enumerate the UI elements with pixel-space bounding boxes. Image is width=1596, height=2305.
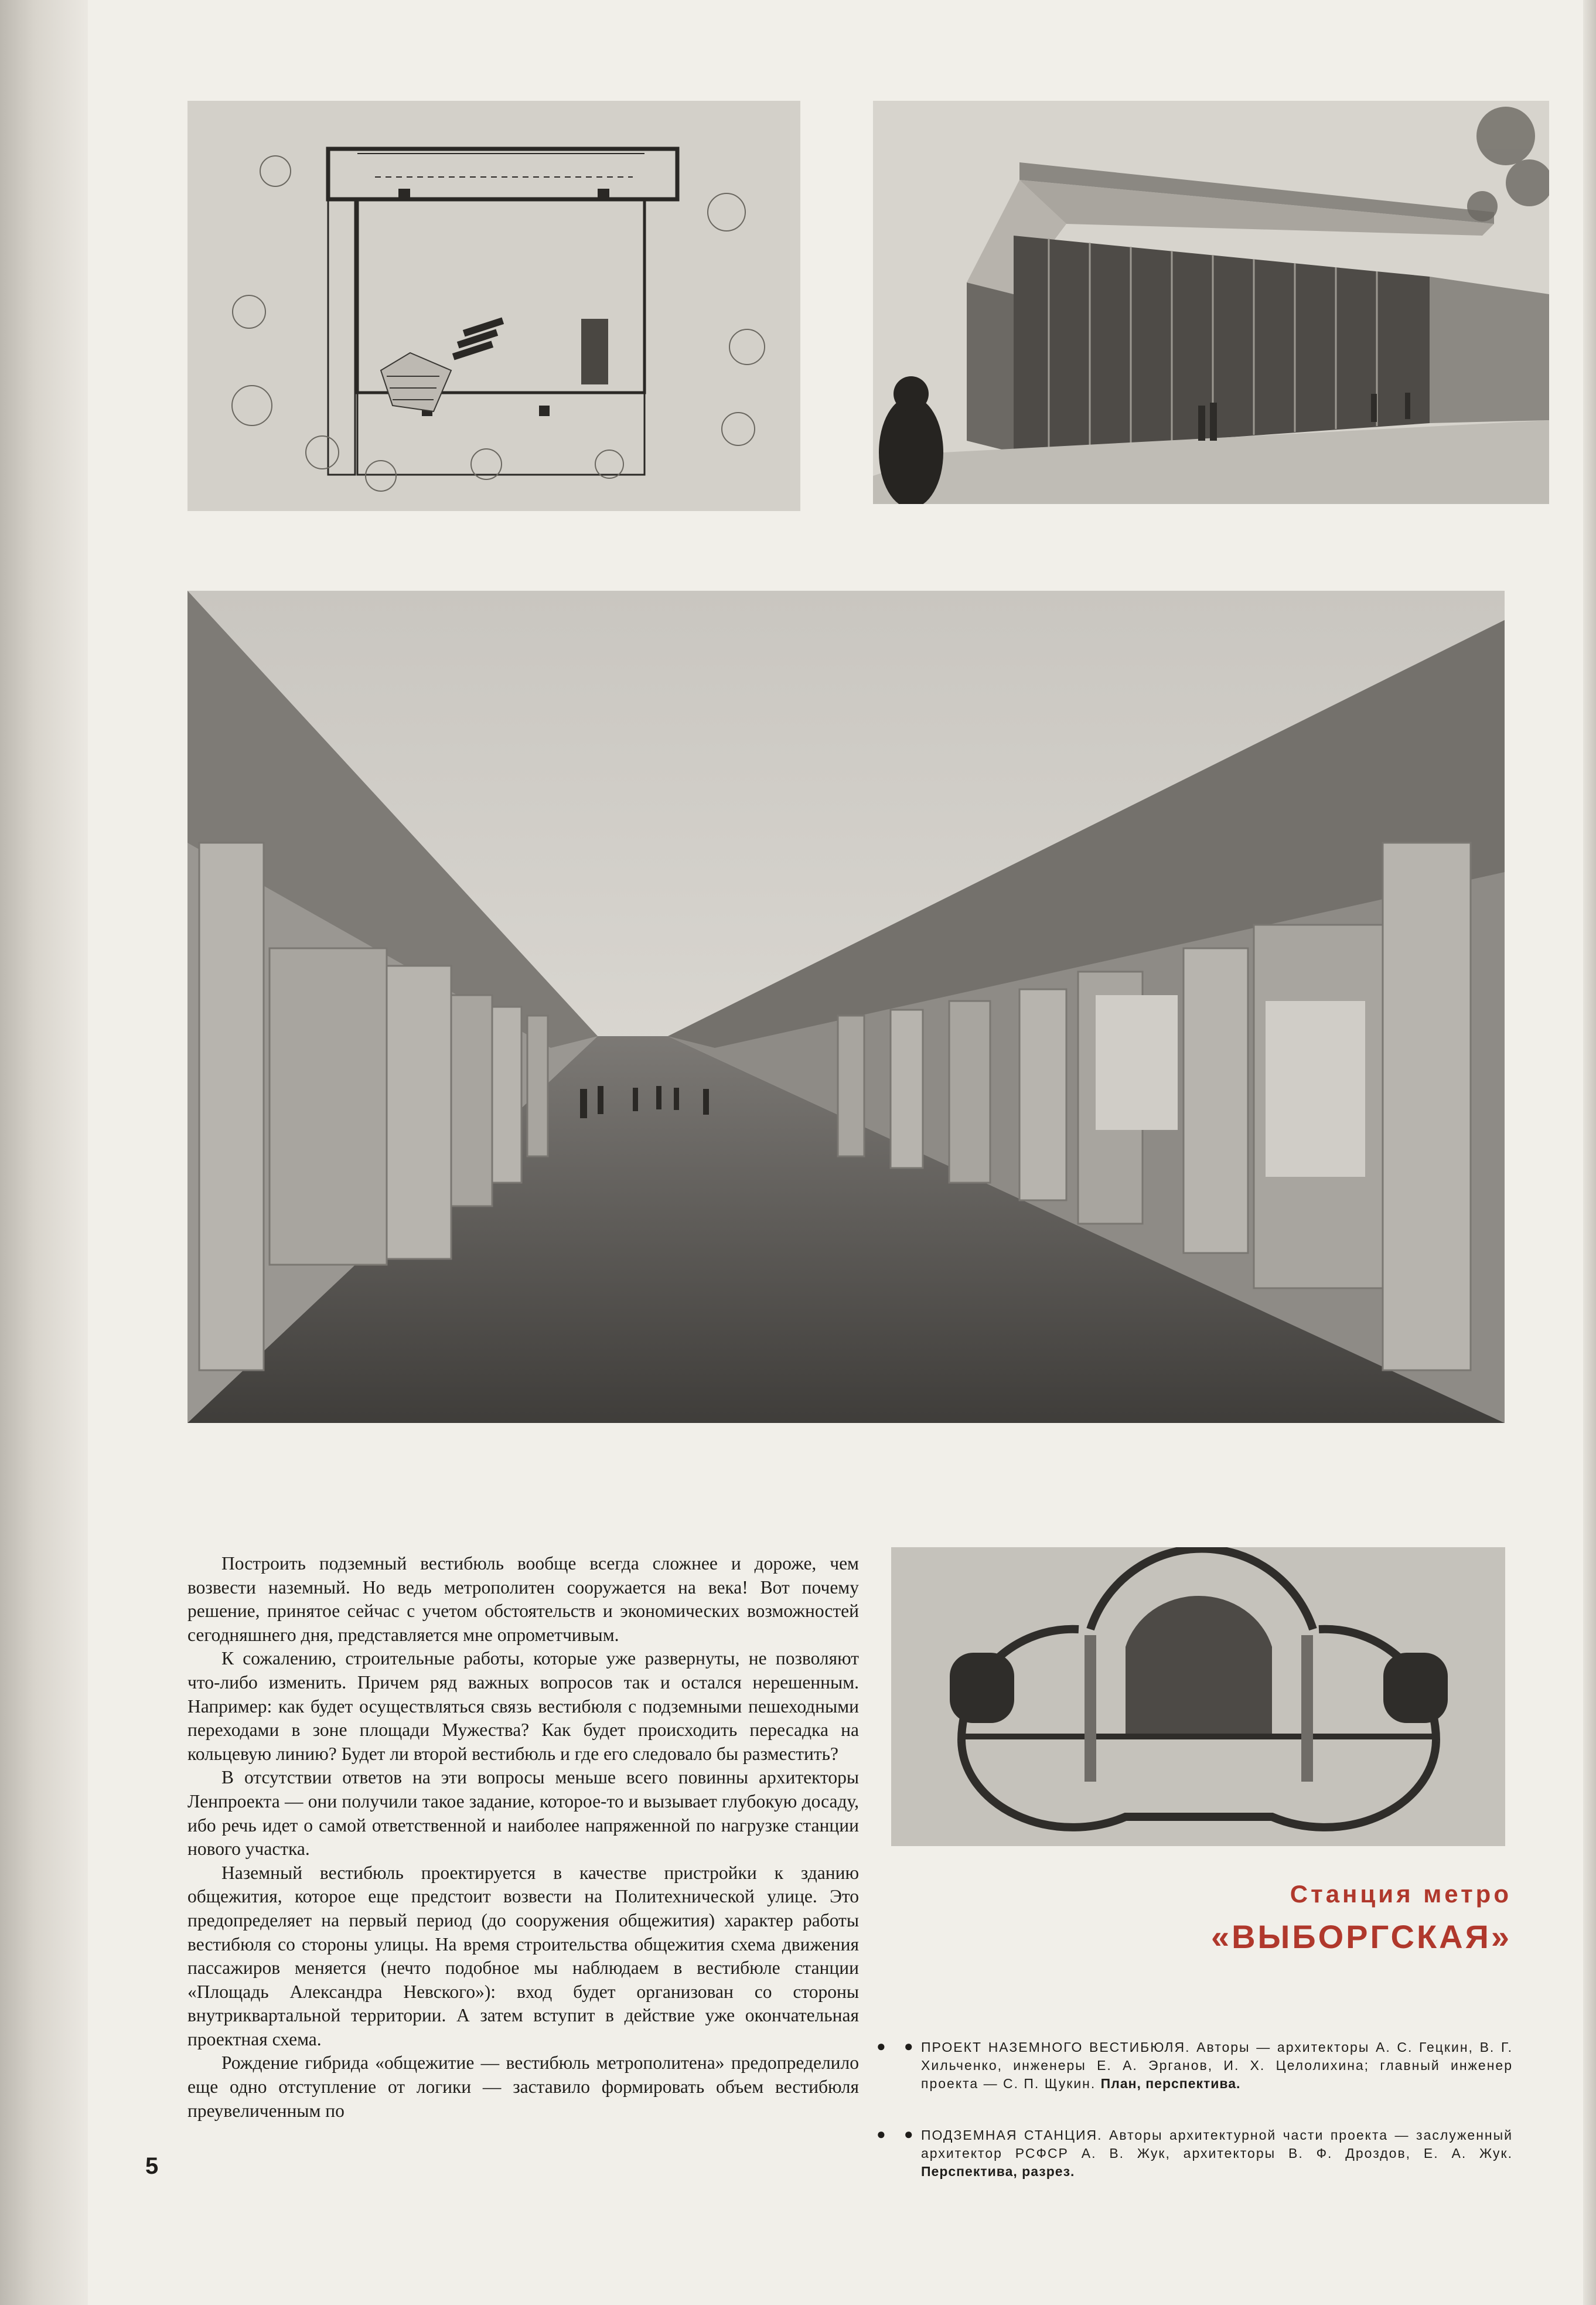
article-paragraph: Рождение гибрида «общежитие — вестибюль метрополитена» предопределило еще одно отступление от логики — заставило формировать объем вестибюля преувеличенным по <box>187 2052 859 2121</box>
plan-drawing-svg <box>187 101 800 511</box>
credits-surface-vestibule <box>877 2037 1513 2093</box>
cross-section <box>891 1547 1505 1846</box>
page-spine-shadow <box>0 0 88 2305</box>
station-label: Станция метро <box>1290 1880 1512 1908</box>
pavilion-perspective <box>873 101 1549 504</box>
page-edge <box>1583 0 1596 2305</box>
credits-figure-ref: План, перспектива. <box>1100 2076 1241 2091</box>
article-paragraph: В отсутствии ответов на эти вопросы меньше всего повинны архитекторы Ленпроекта — они получили такое задание, которое-то и вызывает глубокую досаду, ибо речь идет о самой ответственной и наиболее напряженной по нагрузке станции нового участка. <box>187 1767 859 1860</box>
pavilion-perspective-svg <box>873 101 1549 504</box>
bullet-marker: ● ● <box>877 2037 920 2055</box>
station-name: «ВЫБОРГСКАЯ» <box>1210 1918 1512 1955</box>
article-paragraph: К сожалению, строительные работы, которые уже развернуты, не позволяют что-либо изменить. Причем ряд важных вопросов так и остался нерешенным. Например: как будет осуществляться связь вестибюля с подземными пешеходными переходами в зоне площади Мужества? Как будет происходить пересадка на кольцевую линию? Будет ли второй вестибюль и где его следовало бы разместить? <box>187 1648 859 1764</box>
article-paragraph: Наземный вестибюль проектируется в качестве пристройки к зданию общежития, которое еще предстоит возвести на Политехнической улице. Это предопределяет на первый период (до сооружения общежития) характер работы вестибюля со стороны улицы. На время строительства общежития схема движения пассажиров меняется (нечто подобное мы наблюдаем в вестибюле станции «Площадь Александра Невского»): вход будет организован со стороны внутриквартальной территории. А затем вступит в действие уже окончательная проектная схема. <box>187 1862 859 2049</box>
credits-text: ПРОЕКТ НАЗЕМНОГО ВЕСТИБЮЛЯ. Авторы — архитекторы А. С. Гецкин, В. Г. Хильченко, инженеры Е. А. Эрганов, И. Х. Целолихина; главный инженер проекта — С. П. Щукин. <box>921 2040 1513 2091</box>
underground-hall-perspective <box>187 591 1505 1423</box>
credits-underground-station <box>877 2125 1513 2181</box>
credits-figure-ref: Перспектива, разрез. <box>921 2164 1075 2179</box>
plan-drawing <box>187 101 800 511</box>
credits-text: ПОДЗЕМНАЯ СТАНЦИЯ. Авторы архитектурной части проекта — заслуженный архитектор РСФСР А. В. Жук, архитекторы В. Ф. Дроздов, Е. А. Жук. <box>921 2127 1513 2161</box>
page-number: 5 <box>145 2153 159 2179</box>
article-paragraph: Построить подземный вестибюль вообще всегда сложнее и дороже, чем возвести наземный. Но ведь метрополитен сооружается на века! Вот почему решение, принятое сейчас с учетом обстоятельств и экономических возможностей сегодняшнего дня, представляется мне опрометчивым. <box>187 1553 859 1645</box>
underground-hall-perspective-svg <box>187 591 1505 1423</box>
bullet-marker: ● ● <box>877 2125 920 2143</box>
article-body <box>187 1552 859 2123</box>
cross-section-svg <box>891 1547 1505 1846</box>
